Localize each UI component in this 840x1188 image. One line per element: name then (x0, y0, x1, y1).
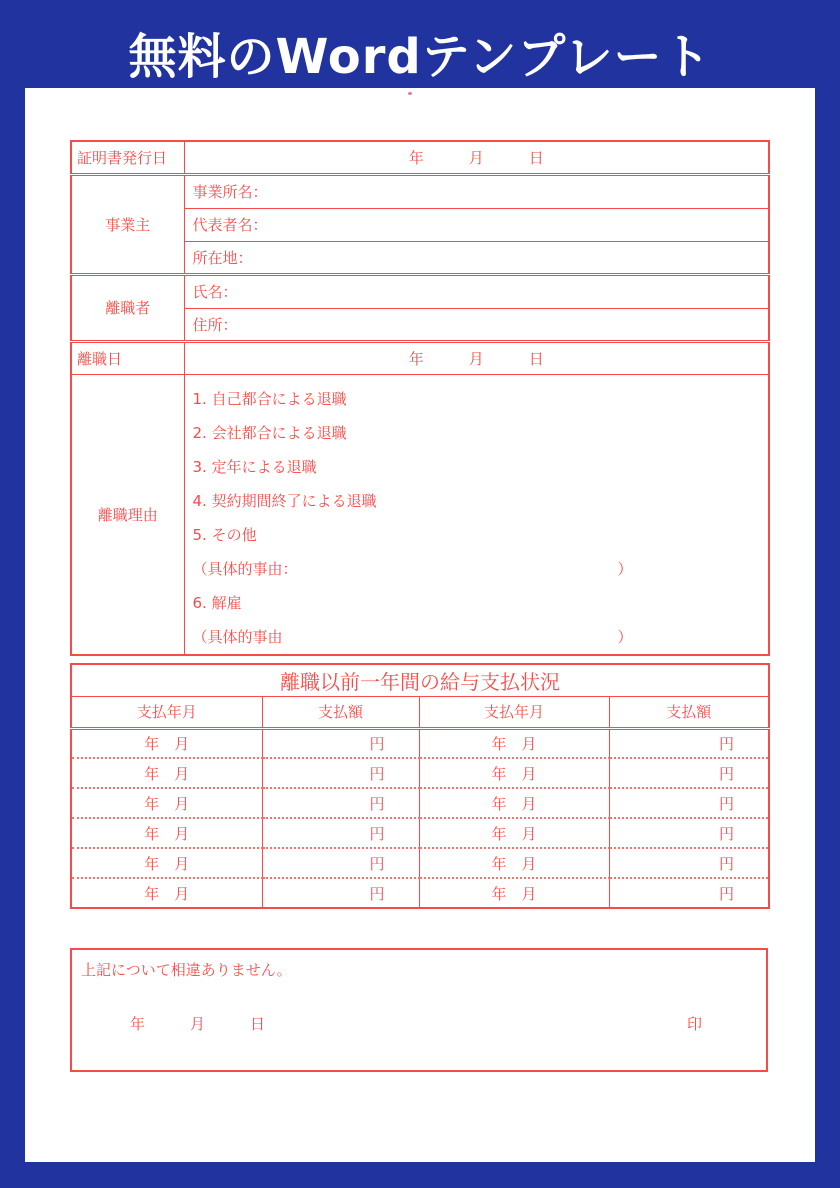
seal-mark: 印 (686, 1015, 702, 1033)
payment-row (71, 788, 769, 818)
signature-box (70, 948, 768, 1072)
pay-month-cell[interactable]: 年 月 (71, 878, 262, 908)
pay-amount-cell[interactable]: 円 (609, 788, 769, 818)
representative-name-field[interactable]: 代表者名： (184, 208, 769, 241)
pay-amount-cell[interactable]: 円 (609, 878, 769, 908)
payment-header-amount-1: 支払額 (262, 696, 419, 728)
reason-options-field[interactable] (184, 374, 769, 655)
pay-month-cell[interactable]: 年 月 (419, 728, 609, 758)
payment-table-title: 離職以前一年間の給与支払状況 (71, 664, 769, 696)
leaver-address-field[interactable]: 住所： (184, 308, 769, 341)
payment-table (70, 663, 770, 909)
reason-option-2: 2. 会社都合による退職 (192, 423, 347, 442)
pay-amount-cell[interactable]: 円 (262, 818, 419, 848)
pay-month-cell[interactable]: 年 月 (71, 788, 262, 818)
pay-amount-cell[interactable]: 円 (262, 878, 419, 908)
employer-address-field[interactable]: 所在地： (184, 241, 769, 274)
reason-option-3: 3. 定年による退職 (192, 457, 317, 476)
payment-row (71, 818, 769, 848)
payment-header-amount-2: 支払額 (609, 696, 769, 728)
pay-month-cell[interactable]: 年 月 (419, 848, 609, 878)
confirmation-note: 上記について相違ありません。 (81, 961, 292, 979)
stray-pixel-artifact (408, 92, 412, 95)
pay-month-cell[interactable]: 年 月 (71, 728, 262, 758)
payment-header-month-1: 支払年月 (71, 696, 262, 728)
pay-month-cell[interactable]: 年 月 (71, 848, 262, 878)
banner (0, 0, 840, 88)
pay-amount-cell[interactable]: 円 (609, 848, 769, 878)
payment-row (71, 848, 769, 878)
pay-amount-cell[interactable]: 円 (262, 788, 419, 818)
reason-option-4: 4. 契約期間終了による退職 (192, 491, 377, 510)
reason-option-6: 6. 解雇 (192, 593, 242, 612)
banner-title: 無料のWordテンプレート (128, 28, 712, 85)
pay-amount-cell[interactable]: 円 (262, 728, 419, 758)
pay-month-cell[interactable]: 年 月 (419, 758, 609, 788)
reason-option-5: 5. その他 (192, 525, 257, 544)
pay-amount-cell[interactable]: 円 (262, 848, 419, 878)
employer-name-field[interactable]: 事業所名： (184, 174, 769, 208)
leave-date-field[interactable]: 年 月 日 (184, 341, 769, 374)
pay-amount-cell[interactable]: 円 (609, 758, 769, 788)
info-label-employer: 事業主 (71, 174, 184, 274)
pay-month-cell[interactable]: 年 月 (71, 818, 262, 848)
document-page (25, 88, 815, 1162)
pay-month-cell[interactable]: 年 月 (419, 788, 609, 818)
pay-amount-cell[interactable]: 円 (609, 818, 769, 848)
pay-month-cell[interactable]: 年 月 (71, 758, 262, 788)
payment-row (71, 758, 769, 788)
reason-option-1: 1. 自己都合による退職 (192, 389, 347, 408)
pay-amount-cell[interactable]: 円 (262, 758, 419, 788)
info-label-leave-date: 離職日 (71, 341, 184, 374)
info-label-leaver: 離職者 (71, 274, 184, 341)
issue-date-field[interactable]: 年 月 日 (184, 141, 769, 174)
pay-amount-cell[interactable]: 円 (609, 728, 769, 758)
payment-row (71, 878, 769, 908)
pay-month-cell[interactable]: 年 月 (419, 818, 609, 848)
info-label-issue-date: 証明書発行日 (71, 141, 184, 174)
payment-header-month-2: 支払年月 (419, 696, 609, 728)
pay-month-cell[interactable]: 年 月 (419, 878, 609, 908)
info-label-reason: 離職理由 (71, 374, 184, 655)
info-table (70, 140, 770, 656)
reason-detail-field-1[interactable]: （具体的事由： ） (192, 559, 633, 578)
leaver-name-field[interactable]: 氏名： (184, 274, 769, 308)
payment-row (71, 728, 769, 758)
signature-date-field[interactable]: 年 月 日 (130, 1015, 266, 1033)
reason-detail-field-2[interactable]: （具体的事由 ） (192, 627, 633, 646)
